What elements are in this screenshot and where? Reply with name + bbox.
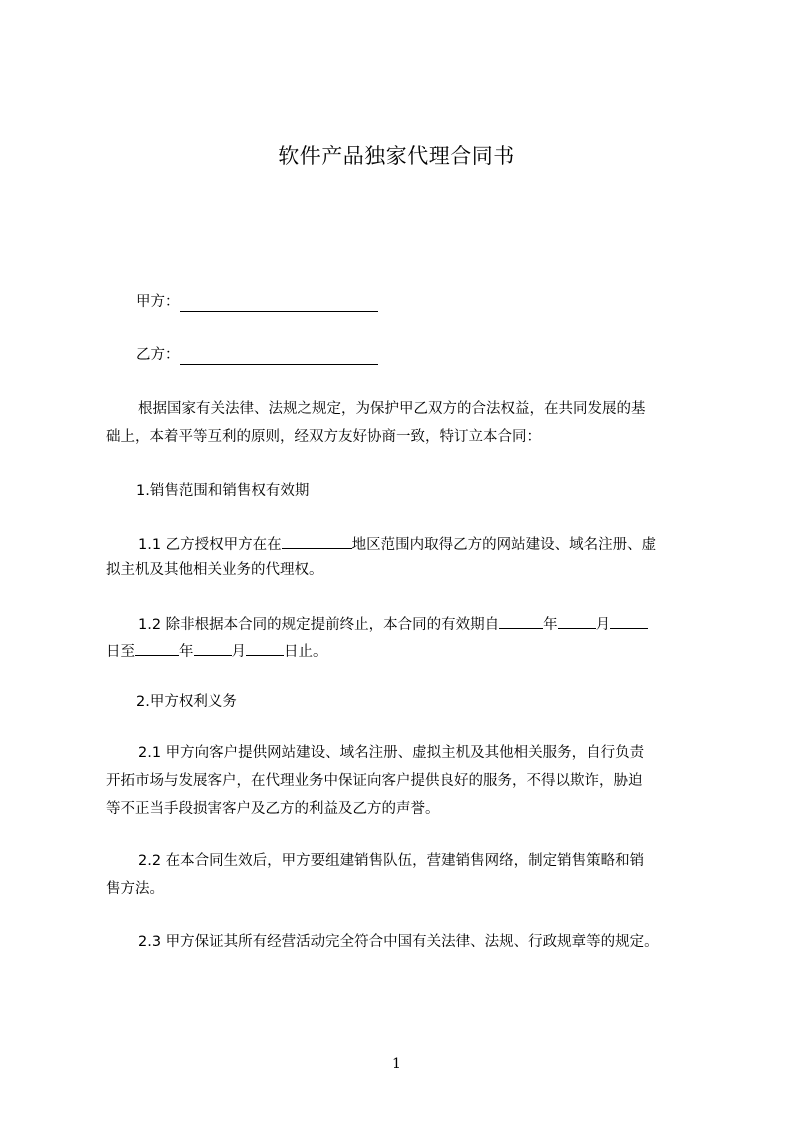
end-month-blank: [194, 639, 232, 656]
clause-2-2-line-2: 售方法。: [106, 881, 164, 897]
start-month-blank: [558, 612, 596, 629]
preamble-line-1: 根据国家有关法律、法规之规定，为保护甲乙双方的合法权益，在共同发展的基: [138, 401, 646, 417]
section-2-heading: 2.甲方权利义务: [136, 694, 237, 710]
clause-1-1-line-1: [138, 532, 656, 555]
preamble-line-2: 础上，本着平等互利的原则，经双方友好协商一致，特订立本合同：: [106, 429, 541, 445]
clause-1-2-line-2: [106, 639, 328, 662]
clause-1-2-line-1: [138, 612, 648, 635]
day-end-label: 日止。: [284, 644, 328, 660]
start-year-blank: [499, 612, 543, 629]
start-day-blank: [610, 612, 648, 629]
day-to-label: 日至: [106, 644, 135, 660]
end-year-label: 年: [179, 644, 194, 660]
end-year-blank: [135, 639, 179, 656]
party-a-line: [136, 292, 378, 312]
document-title: 软件产品独家代理合同书: [278, 144, 515, 168]
party-b-line: [136, 345, 378, 365]
clause-2-1-line-1: 2.1 甲方向客户提供网站建设、域名注册、虚拟主机及其他相关服务，自行负责: [138, 745, 645, 761]
clause-1-1-line-2: 拟主机及其他相关业务的代理权。: [106, 562, 324, 578]
region-blank: [282, 532, 352, 549]
end-day-blank: [246, 639, 284, 656]
clause-2-2-line-1: 2.2 在本合同生效后，甲方要组建销售队伍，营建销售网络，制定销售策略和销: [138, 853, 645, 869]
clause-1-1-text-b: 地区范围内取得乙方的网站建设、域名注册、虚: [351, 537, 657, 553]
party-b-blank: [180, 348, 378, 365]
start-year-label: 年: [543, 617, 558, 633]
clause-2-3: 2.3 甲方保证其所有经营活动完全符合中国有关法律、法规、行政规章等的规定。: [138, 934, 659, 950]
clause-1-2-text: 1.2 除非根据本合同的规定提前终止，本合同的有效期自: [138, 617, 500, 633]
clause-1-1-text-a: 1.1 乙方授权甲方在在: [138, 537, 282, 553]
party-a-label: 甲方：: [136, 294, 180, 310]
party-a-blank: [180, 295, 378, 312]
end-month-label: 月: [231, 644, 246, 660]
clause-2-1-line-3: 等不正当手段损害客户及乙方的利益及乙方的声誉。: [106, 801, 440, 817]
clause-2-1-line-2: 开拓市场与发展客户，在代理业务中保证向客户提供良好的服务，不得以欺诈，胁迫: [106, 773, 643, 789]
page-number: 1: [392, 1056, 401, 1072]
start-month-label: 月: [595, 617, 611, 633]
section-1-heading: 1.销售范围和销售权有效期: [136, 483, 310, 499]
party-b-label: 乙方：: [136, 347, 180, 363]
